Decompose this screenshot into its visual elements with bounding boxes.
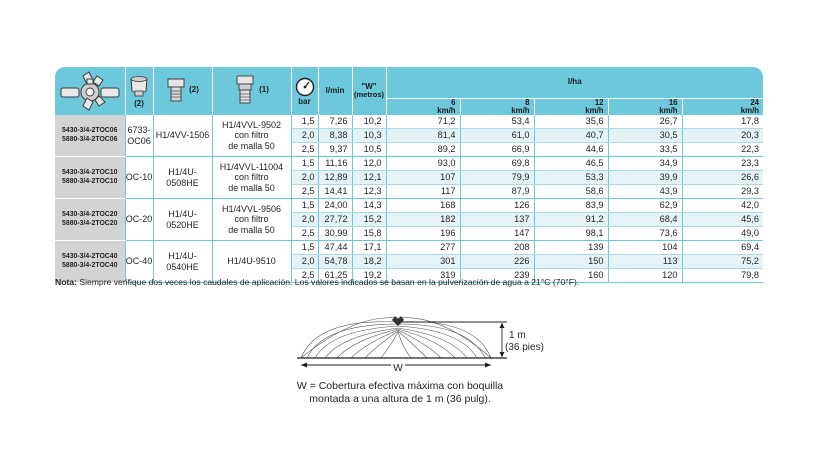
part-numbers-cell: 5430-3/4-2TOC40 5880-3/4-2TOC40	[55, 241, 125, 283]
rate-24-cell: 69,4	[682, 241, 763, 255]
rate-12-cell: 150	[534, 255, 608, 269]
flow-cell: 7,26	[318, 115, 352, 129]
speed-label: 8 km/h	[511, 97, 530, 115]
rate-6-cell: 319	[386, 269, 460, 283]
diagram-caption	[240, 380, 560, 406]
width-cell: 18,2	[352, 255, 386, 269]
rate-12-cell: 58,6	[534, 185, 608, 199]
width-cell: 15,8	[352, 227, 386, 241]
rate-6-cell: 81,4	[386, 129, 460, 143]
body-cell: H1/4VVL-11004 con filtro de malla 50	[212, 157, 291, 199]
rate-16-cell: 39,9	[608, 171, 682, 185]
rate-6-cell: 182	[386, 213, 460, 227]
nozzle-cell: OC-40	[125, 241, 153, 283]
width-label: "W"	[361, 82, 377, 92]
rate-6-cell: 89,2	[386, 143, 460, 157]
width-label: W	[393, 363, 403, 372]
rate-16-cell: 43,9	[608, 185, 682, 199]
rate-8-cell: 126	[460, 199, 534, 213]
pressure-cell: 2,0	[291, 129, 318, 143]
rate-6-cell: 71,2	[386, 115, 460, 129]
width-unit: (metros)	[353, 90, 384, 100]
body-cell: H1/4U-9510	[212, 241, 291, 283]
width-arrow-left	[301, 363, 307, 368]
rate-24-cell: 45,6	[682, 213, 763, 227]
rate-24-cell: 17,8	[682, 115, 763, 129]
caption-line-2: montada a una altura de 1 m (36 pulg).	[309, 392, 491, 405]
width-cell: 12,1	[352, 171, 386, 185]
height-label-ft: (36 pies)	[505, 342, 544, 353]
rate-8-cell: 66,9	[460, 143, 534, 157]
rate-8-cell: 69,8	[460, 157, 534, 171]
flow-cell: 24,00	[318, 199, 352, 213]
flow-cell: 11,16	[318, 157, 352, 171]
caption-line-1: W = Cobertura efectiva máxima con boquilla	[296, 380, 504, 392]
pressure-cell: 2,0	[291, 213, 318, 227]
flow-cell: 14,41	[318, 185, 352, 199]
rate-16-cell: 120	[608, 269, 682, 283]
width-cell: 14,3	[352, 199, 386, 213]
nozzle-cell: 6733- OC06	[125, 115, 153, 157]
rate-6-cell: 117	[386, 185, 460, 199]
rate-12-cell: 46,5	[534, 157, 608, 171]
body-cell: H1/4VVL-9506 con filtro de malla 50	[212, 199, 291, 241]
pressure-cell: 2,0	[291, 255, 318, 269]
header-speed-6	[386, 98, 460, 115]
flow-cell: 9,37	[318, 143, 352, 157]
rate-16-cell: 73,6	[608, 227, 682, 241]
width-cell: 12,0	[352, 157, 386, 171]
rate-24-cell: 26,6	[682, 171, 763, 185]
cap-cell: H1/4U-0540HE	[153, 241, 212, 283]
height-arrow-down	[500, 352, 505, 357]
cap-cell: H1/4U-0520HE	[153, 199, 212, 241]
flow-cell: 30,99	[318, 227, 352, 241]
part-numbers-cell: 5430-3/4-2TOC20 5880-3/4-2TOC20	[55, 199, 125, 241]
height-arrow-up	[500, 323, 505, 328]
pressure-label: bar	[298, 96, 311, 106]
rate-12-cell: 139	[534, 241, 608, 255]
header-body	[212, 67, 291, 115]
header-speed-8	[460, 98, 534, 115]
rate-12-cell: 83,9	[534, 199, 608, 213]
flow-cell: 12,89	[318, 171, 352, 185]
rate-8-cell: 53,4	[460, 115, 534, 129]
cap-cell: H1/4U-0508HE	[153, 157, 212, 199]
header-speed-16	[608, 98, 682, 115]
rate-16-cell: 104	[608, 241, 682, 255]
header-cap	[153, 67, 212, 115]
rate-12-cell: 98,1	[534, 227, 608, 241]
rate-24-cell: 75,2	[682, 255, 763, 269]
header-pressure	[291, 67, 318, 115]
rate-8-cell: 137	[460, 213, 534, 227]
rate-24-cell: 42,0	[682, 199, 763, 213]
nozzle-body-icon	[234, 74, 256, 106]
table-row	[55, 157, 763, 171]
rate-12-cell: 40,7	[534, 129, 608, 143]
rate-16-cell: 26,7	[608, 115, 682, 129]
width-cell: 10,5	[352, 143, 386, 157]
rate-16-cell: 33,5	[608, 143, 682, 157]
header-assembly	[55, 67, 125, 115]
pressure-cell: 2,5	[291, 185, 318, 199]
table-body	[55, 115, 763, 283]
pressure-cell: 2,5	[291, 269, 318, 283]
table-row	[55, 115, 763, 129]
rate-8-cell: 147	[460, 227, 534, 241]
header-rate: l/ha	[386, 67, 763, 98]
flow-cell: 8,38	[318, 129, 352, 143]
rate-6-cell: 277	[386, 241, 460, 255]
flow-cell: 61,25	[318, 269, 352, 283]
rate-12-cell: 160	[534, 269, 608, 283]
header-speed-24	[682, 98, 763, 115]
rate-16-cell: 30,5	[608, 129, 682, 143]
flow-cell: 54,78	[318, 255, 352, 269]
pressure-cell: 2,0	[291, 171, 318, 185]
rate-24-cell: 20,3	[682, 129, 763, 143]
rate-12-cell: 44,6	[534, 143, 608, 157]
spray-coverage-diagram	[295, 310, 545, 372]
width-cell: 17,1	[352, 241, 386, 255]
rate-24-cell: 29,3	[682, 185, 763, 199]
speed-label: 6 km/h	[437, 97, 456, 115]
rate-6-cell: 107	[386, 171, 460, 185]
rate-6-cell: 301	[386, 255, 460, 269]
rate-8-cell: 239	[460, 269, 534, 283]
part-numbers-cell: 5430-3/4-2TOC10 5880-3/4-2TOC10	[55, 157, 125, 199]
part-numbers-cell: 5430-3/4-2TOC06 5880-3/4-2TOC06	[55, 115, 125, 157]
header-flow: l/min	[318, 67, 352, 115]
rate-16-cell: 113	[608, 255, 682, 269]
pressure-cell: 1,5	[291, 115, 318, 129]
rate-16-cell: 68,4	[608, 213, 682, 227]
pressure-cell: 1,5	[291, 241, 318, 255]
nozzle-cell: OC-20	[125, 199, 153, 241]
body-cell: H1/4VVL-9502 con filtro de malla 50	[212, 115, 291, 157]
header-nozzle	[125, 67, 153, 115]
rate-24-cell: 49,0	[682, 227, 763, 241]
table-row	[55, 199, 763, 213]
rate-6-cell: 168	[386, 199, 460, 213]
pressure-gauge-icon	[295, 77, 315, 97]
speed-label: 16 km/h	[659, 97, 678, 115]
footnote	[55, 277, 579, 287]
nozzle-cell: OC-10	[125, 157, 153, 199]
width-cell: 15,2	[352, 213, 386, 227]
rate-12-cell: 53,3	[534, 171, 608, 185]
pressure-cell: 1,5	[291, 157, 318, 171]
rate-24-cell: 23,3	[682, 157, 763, 171]
rate-16-cell: 62,9	[608, 199, 682, 213]
rate-8-cell: 226	[460, 255, 534, 269]
width-cell: 10,2	[352, 115, 386, 129]
pressure-cell: 1,5	[291, 199, 318, 213]
rate-16-cell: 34,9	[608, 157, 682, 171]
nozzle-note: (2)	[134, 98, 144, 108]
pressure-cell: 2,5	[291, 143, 318, 157]
cap-fitting-icon	[166, 75, 186, 105]
pressure-cell: 2,5	[291, 227, 318, 241]
header-width	[352, 67, 386, 115]
header-speed-12	[534, 98, 608, 115]
flow-cell: 47,44	[318, 241, 352, 255]
width-arrow-right	[485, 363, 491, 368]
rate-24-cell: 79,8	[682, 269, 763, 283]
rate-12-cell: 91,2	[534, 213, 608, 227]
rate-6-cell: 196	[386, 227, 460, 241]
boom-nozzle-assembly-icon	[59, 70, 121, 112]
spec-table	[55, 67, 763, 283]
rate-24-cell: 22,3	[682, 143, 763, 157]
cap-cell: H1/4VV-1506	[153, 115, 212, 157]
rate-12-cell: 35,6	[534, 115, 608, 129]
footnote-text: Siempre verifique dos veces los caudales de aplicación. Los valores indicados se basan en la pulverización de agua a 21°C (70°F).	[76, 277, 580, 287]
rate-8-cell: 79,9	[460, 171, 534, 185]
footnote-label: Nota:	[55, 277, 77, 287]
width-cell: 19,2	[352, 269, 386, 283]
height-label: 1 m	[509, 330, 526, 341]
rate-8-cell: 208	[460, 241, 534, 255]
rate-6-cell: 93,0	[386, 157, 460, 171]
rate-8-cell: 87,9	[460, 185, 534, 199]
width-cell: 10,3	[352, 129, 386, 143]
table-row	[55, 241, 763, 255]
speed-label: 24 km/h	[740, 97, 759, 115]
flow-cell: 27,72	[318, 213, 352, 227]
width-cell: 12,3	[352, 185, 386, 199]
rate-8-cell: 61,0	[460, 129, 534, 143]
speed-label: 12 km/h	[585, 97, 604, 115]
cap-note: (2)	[189, 85, 199, 94]
body-note: (1)	[259, 85, 269, 94]
nozzle-tip-icon	[128, 75, 150, 99]
